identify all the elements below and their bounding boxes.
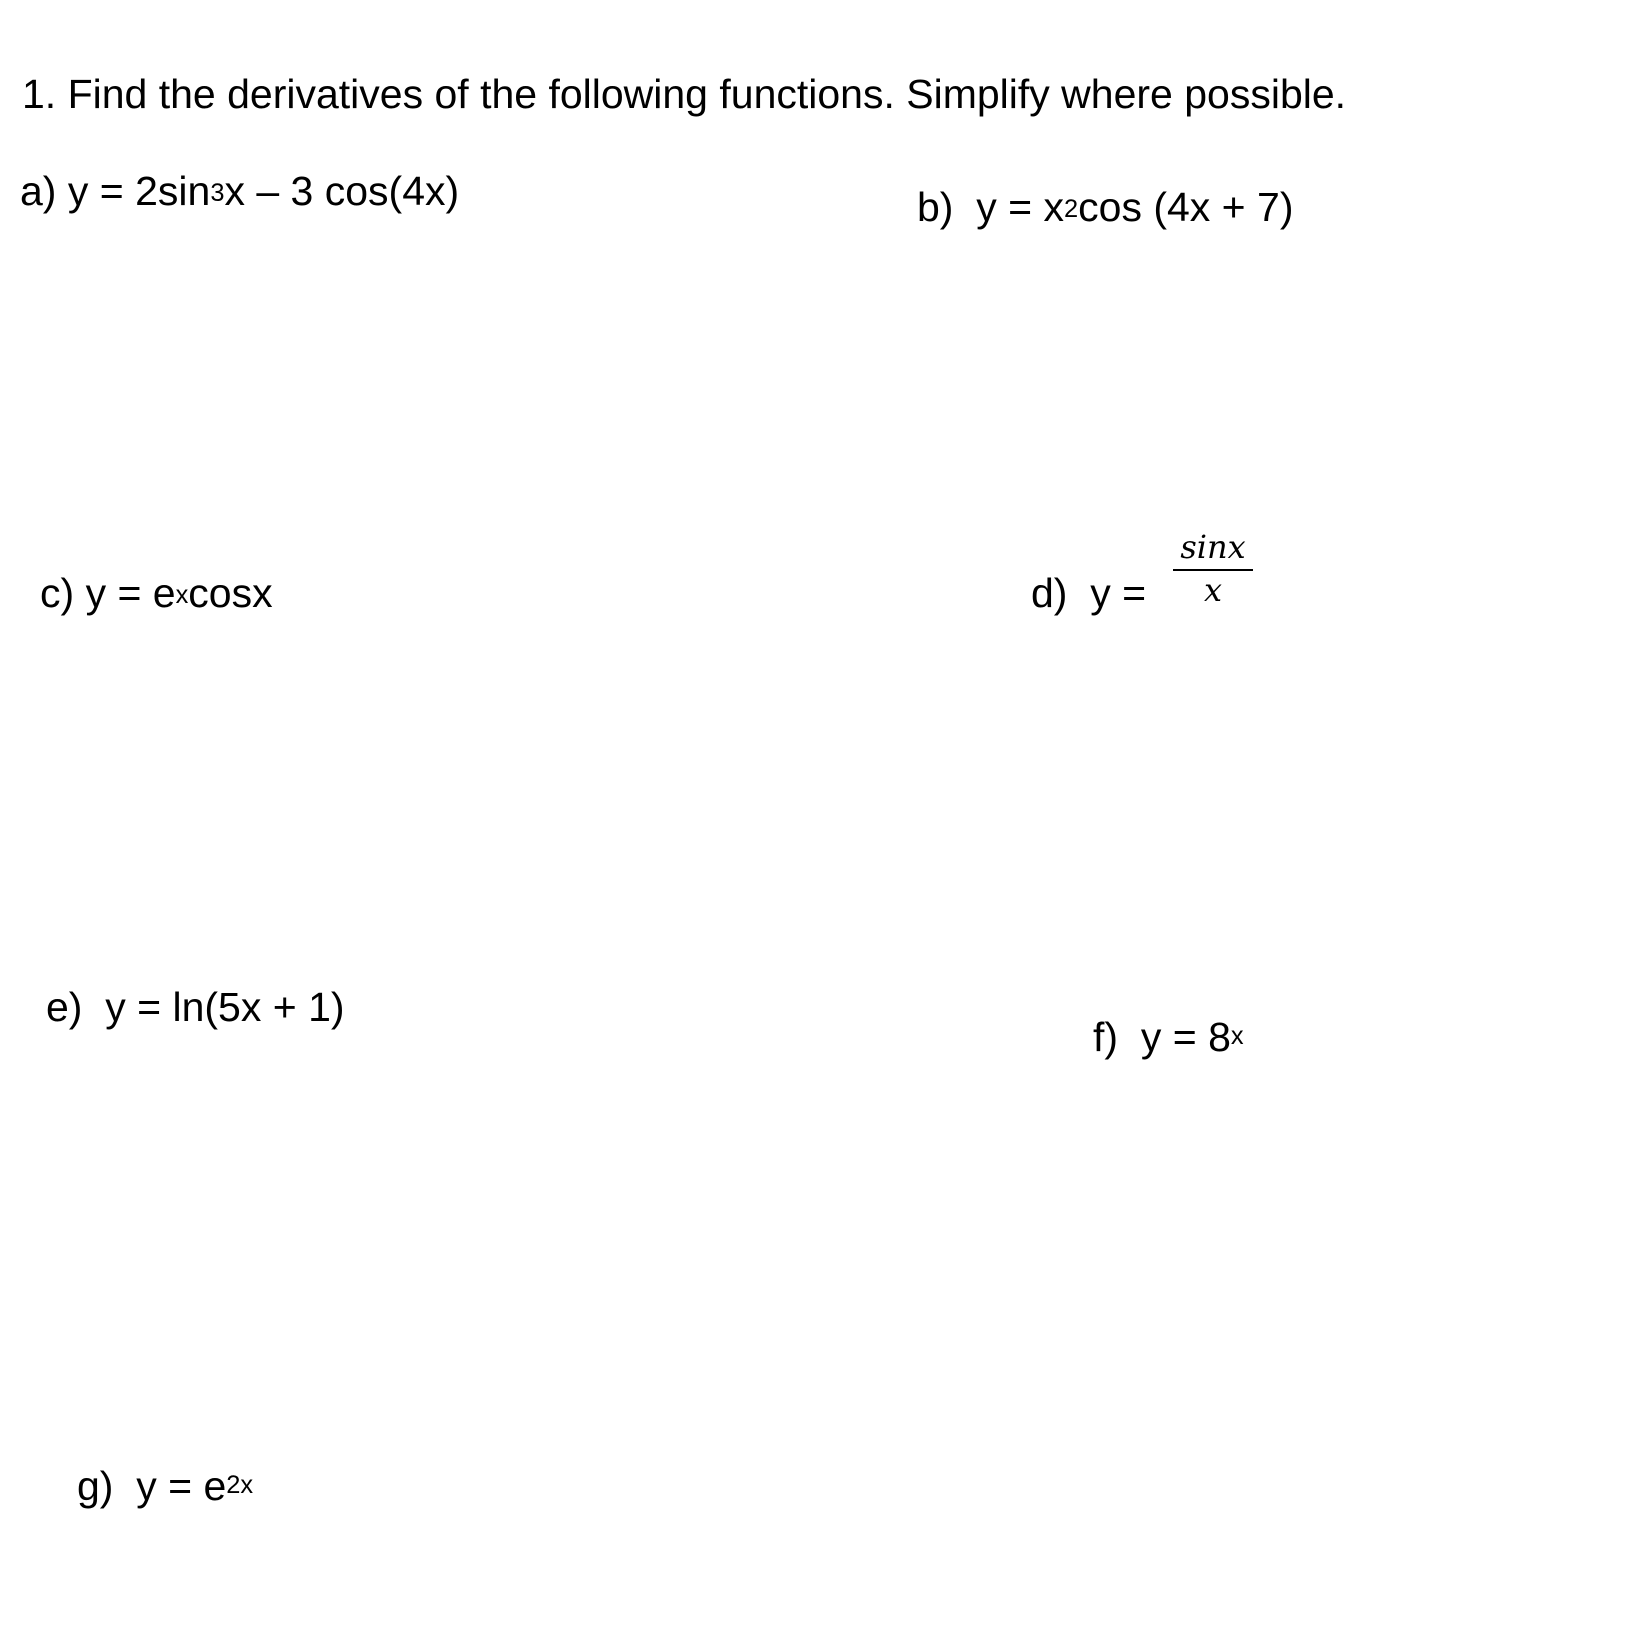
problem-b [917,184,1294,230]
problem-f-label: f) [1093,1014,1119,1060]
problem-c-label: c) [40,570,75,616]
problem-b-label: b) [917,184,954,230]
problem-f [1093,1014,1244,1060]
problem-d-numerator: sinx [1173,530,1253,571]
problem-c-exponent: x [175,581,189,610]
problem-a [20,168,460,214]
problem-a-y: y [67,168,89,214]
problem-g-y: y [136,1463,157,1509]
problem-c [40,570,273,616]
problem-b-exponent: 2 [1064,195,1079,224]
problem-d-fraction [1173,530,1253,608]
problem-e-eq: = ln(5x + 1) [125,984,345,1030]
problem-a-rest: x – 3 cos(4x) [224,168,460,214]
problem-a-exponent: 3 [210,179,225,208]
problem-e [46,984,345,1030]
problem-d-label: d) [1031,570,1068,616]
problem-d-y: y [1090,570,1111,616]
problem-d-denominator: x [1203,571,1223,610]
problem-a-eq: = 2sin [88,168,211,214]
problem-g [77,1463,254,1509]
problem-b-y: y [976,184,997,230]
problem-d-eq: = [1110,570,1147,616]
problem-c-eq: = e [106,570,176,616]
problem-d [1031,570,1147,616]
problem-e-label: e) [46,984,83,1030]
instruction-text: 1. Find the derivatives of the following functions. Simplify where possible. [22,71,1347,117]
problem-f-y: y [1140,1014,1162,1060]
problem-f-eq: = 8 [1161,1014,1231,1060]
problem-b-rest: cos (4x + 7) [1078,184,1294,230]
problem-c-rest: cosx [188,570,273,616]
problem-g-exponent: 2x [226,1470,254,1499]
problem-g-eq: = e [156,1463,227,1509]
problem-f-exponent: x [1230,1021,1244,1050]
problem-b-eq: = x [996,184,1064,230]
problem-c-y: y [85,570,107,616]
problem-e-y: y [105,984,126,1030]
problem-a-label: a) [20,168,57,214]
problem-g-label: g) [77,1463,114,1509]
